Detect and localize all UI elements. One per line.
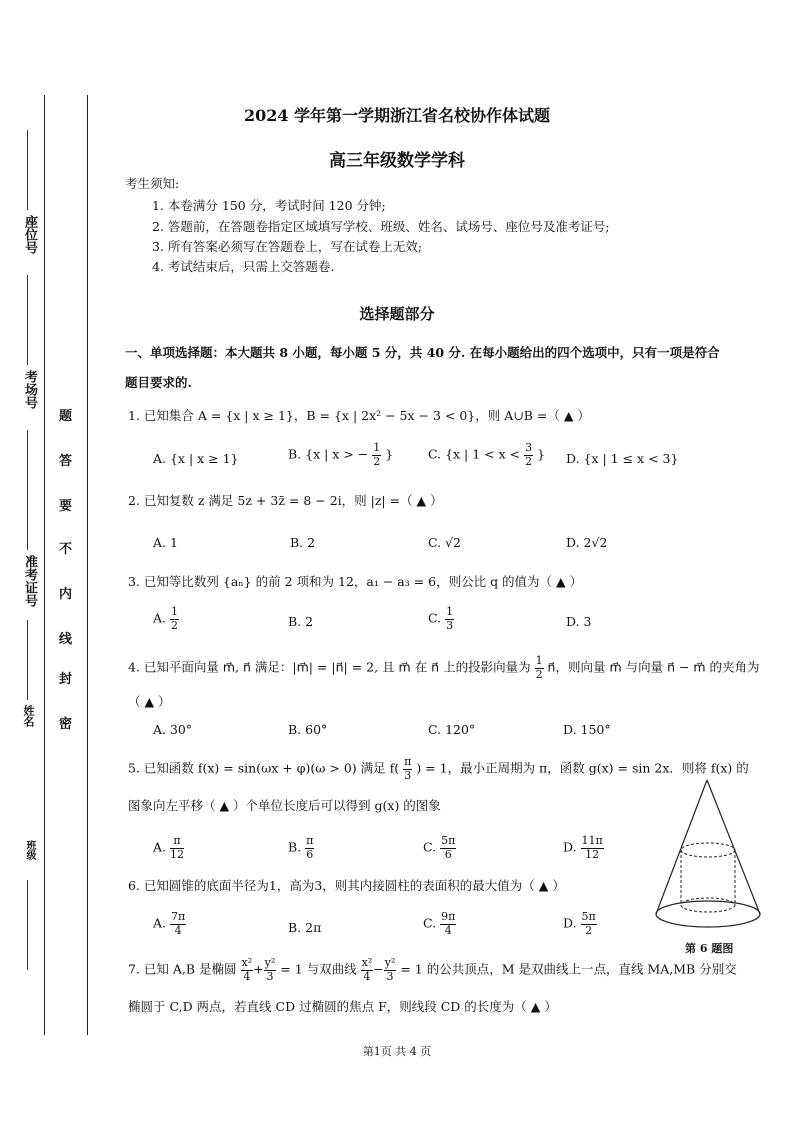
q1-b-frac: $\frac{1}{2}$: [373, 441, 381, 468]
question-2: 2. 已知复数 z 满足 5z + 3z̄ = 8 − 2i，则 |z| =（ ▲ ）: [128, 493, 443, 508]
seal-char: 密: [59, 717, 73, 732]
q7-minus: −: [373, 961, 384, 977]
seal-char: 题: [59, 409, 73, 424]
q4-option-a[interactable]: A. 30°: [153, 722, 193, 737]
q6-option-a[interactable]: [153, 911, 186, 937]
seal-char: 线: [59, 632, 73, 647]
q6-d-pre: D.: [563, 915, 577, 931]
q7-plus: +: [253, 961, 264, 977]
q5-b-frac: $\frac{\pi}{6}$: [306, 834, 314, 861]
notes-heading: 考生须知:: [125, 176, 180, 191]
q5-c-frac: $\frac{5\pi}{6}$: [441, 834, 456, 861]
q2-option-c[interactable]: C. √2: [428, 535, 461, 550]
q5-option-b[interactable]: [288, 835, 314, 861]
q3-a-frac: $\frac{1}{2}$: [171, 605, 178, 632]
q5-frac: $\frac{\pi}{3}$: [404, 755, 412, 782]
q6-c-frac: $\frac{9\pi}{4}$: [441, 910, 456, 937]
q5-b-pre: B.: [288, 839, 302, 855]
q1-option-d[interactable]: D. {x | 1 ≤ x < 3}: [566, 451, 679, 466]
q4-frac: $\frac{1}{2}$: [535, 654, 543, 681]
seal-char: 要: [59, 499, 73, 514]
ticket-label: 准考证号: [22, 555, 37, 607]
q5-option-d[interactable]: [563, 835, 604, 861]
q7-h2: $\frac{\text{y²}}{3}$: [384, 956, 396, 983]
seal-char: 答: [59, 454, 73, 469]
cone-base: [656, 901, 760, 927]
q5-d-frac: $\frac{11\pi}{12}$: [581, 834, 603, 861]
q4-option-c[interactable]: C. 120°: [428, 722, 476, 737]
question-7: [128, 957, 737, 983]
q2-option-a[interactable]: A. 1: [153, 535, 178, 550]
exam-subtitle: 高三年级数学学科: [329, 151, 465, 171]
question-7-line2: 椭圆于 C,D 两点，若直线 CD 过椭圆的焦点 F，则线段 CD 的长度为（ ▲ ）: [128, 999, 557, 1014]
q6-option-c[interactable]: [423, 911, 456, 937]
q7-text-pre: 7. 已知 A,B 是椭圆: [128, 961, 237, 977]
q5-text-pre: 5. 已知函数 f(x) = sin(ωx + φ)(ω > 0) 满足 f(: [128, 760, 400, 776]
seal-char: 不: [59, 542, 73, 557]
ticket-line[interactable]: [27, 430, 28, 550]
cone-right-edge: [707, 780, 760, 914]
q6-a-pre: A.: [153, 915, 167, 931]
q5-a-frac: $\frac{\pi}{12}$: [170, 834, 184, 861]
page-footer: 第1页 共 4 页: [362, 1045, 432, 1058]
question-6: 6. 已知圆锥的底面半径为1，高为3，则其内接圆柱的表面积的最大值为（ ▲ ）: [128, 878, 565, 893]
q1-option-b[interactable]: [288, 442, 393, 468]
name-label: 姓名: [22, 705, 35, 727]
q1-c-post: }: [537, 446, 546, 462]
note-item: 1. 本卷满分 150 分，考试时间 120 分钟;: [152, 198, 386, 213]
q3-c-pre: C.: [428, 610, 442, 626]
q4-text-pre: 4. 已知平面向量 m⃗, n⃗ 满足：|m⃗| = |n⃗| = 2, 且 m⃗ 在 n⃗ 上的投影向量为: [128, 659, 531, 675]
class-line[interactable]: [27, 880, 28, 970]
q3-option-d[interactable]: D. 3: [566, 614, 592, 629]
q3-option-c[interactable]: [428, 606, 454, 632]
name-line[interactable]: [27, 620, 28, 700]
note-item: 2. 答题前，在答题卷指定区域填写学校、班级、姓名、试场号、座位号及准考证号;: [152, 219, 610, 234]
margin-outer-line: [44, 95, 45, 1035]
q6-d-frac: $\frac{5\pi}{2}$: [581, 910, 596, 937]
cylinder-top: [681, 843, 735, 857]
q4-option-b[interactable]: B. 60°: [288, 722, 328, 737]
margin-inner-line: [87, 95, 88, 1035]
q1-c-pre: C. {x | 1 < x <: [428, 446, 521, 462]
question-5-line2: 图象向左平移（ ▲ ）个单位长度后可以得到 g(x) 的图象: [128, 798, 441, 813]
note-item: 4. 考试结束后，只需上交答题卷.: [152, 259, 335, 274]
question-4-line2: （ ▲ ）: [128, 694, 171, 709]
q7-h1: $\frac{\text{x²}}{4}$: [361, 956, 373, 983]
question-4: [128, 655, 760, 681]
q5-a-pre: A.: [153, 839, 167, 855]
class-label: 班级: [24, 840, 35, 860]
q6-option-b[interactable]: B. 2π: [288, 920, 322, 935]
q3-option-a[interactable]: [153, 606, 179, 632]
seal-char: 封: [59, 672, 73, 687]
room-label: 考场号: [22, 370, 37, 409]
q5-option-c[interactable]: [423, 835, 456, 861]
exam-title: 2024 学年第一学期浙江省名校协作体试题: [243, 106, 551, 125]
q7-e1: $\frac{\text{x²}}{4}$: [241, 956, 253, 983]
question-1: 1. 已知集合 A = {x | x ≥ 1}，B = {x | 2x² − 5x − 3 < 0}，则 A∪B =（ ▲ ）: [128, 408, 590, 423]
note-item: 3. 所有答案必须写在答题卷上，写在试卷上无效;: [152, 239, 423, 254]
q5-c-pre: C.: [423, 839, 437, 855]
section-instructions: 一、单项选择题：本大题共 8 小题，每小题 5 分，共 40 分. 在每小题给出的四个选项中，只有一项是符合: [125, 345, 720, 360]
q5-option-a[interactable]: [153, 835, 184, 861]
q7-text-post: = 1 的公共顶点，M 是双曲线上一点，直线 MA,MB 分别交: [400, 961, 737, 977]
q1-b-pre: B. {x | x > −: [288, 446, 369, 462]
q4-option-d[interactable]: D. 150°: [563, 722, 611, 737]
q1-option-c[interactable]: [428, 442, 545, 468]
section-title: 选择题部分: [359, 305, 435, 323]
q3-option-b[interactable]: B. 2: [288, 614, 314, 629]
q1-option-a[interactable]: A. {x | x ≥ 1}: [153, 451, 239, 466]
figure-caption: 第 6 题图: [685, 942, 734, 955]
q1-b-post: }: [385, 446, 394, 462]
q6-c-pre: C.: [423, 915, 437, 931]
q6-option-d[interactable]: [563, 911, 597, 937]
seat-label: 座位号: [22, 215, 37, 254]
q2-option-b[interactable]: B. 2: [290, 535, 316, 550]
cylinder-bottom: [681, 898, 735, 912]
cone-figure: [650, 778, 770, 938]
section-instructions-2: 题目要求的.: [125, 375, 192, 390]
q7-mid: = 1 与双曲线: [280, 961, 357, 977]
q5-text-post: ) = 1，最小正周期为 π，函数 g(x) = sin 2x．则将 f(x) 的: [416, 760, 749, 776]
seal-char: 内: [59, 587, 73, 602]
q3-a-pre: A.: [153, 610, 167, 626]
q4-text-post: n⃗，则向量 m⃗ 与向量 n⃗ − m⃗ 的夹角为: [547, 659, 760, 675]
q7-e2: $\frac{\text{y²}}{3}$: [264, 956, 276, 983]
q6-a-frac: $\frac{7\pi}{4}$: [171, 910, 186, 937]
q3-c-frac: $\frac{1}{3}$: [446, 605, 454, 632]
cone-left-edge: [656, 780, 707, 914]
q1-c-frac: $\frac{3}{2}$: [525, 441, 533, 468]
q5-d-pre: D.: [563, 839, 577, 855]
q2-option-d[interactable]: D. 2√2: [566, 535, 608, 550]
question-3: 3. 已知等比数列 {aₙ} 的前 2 项和为 12，a₁ − a₃ = 6，则公比 q 的值为（ ▲ ）: [128, 574, 583, 589]
